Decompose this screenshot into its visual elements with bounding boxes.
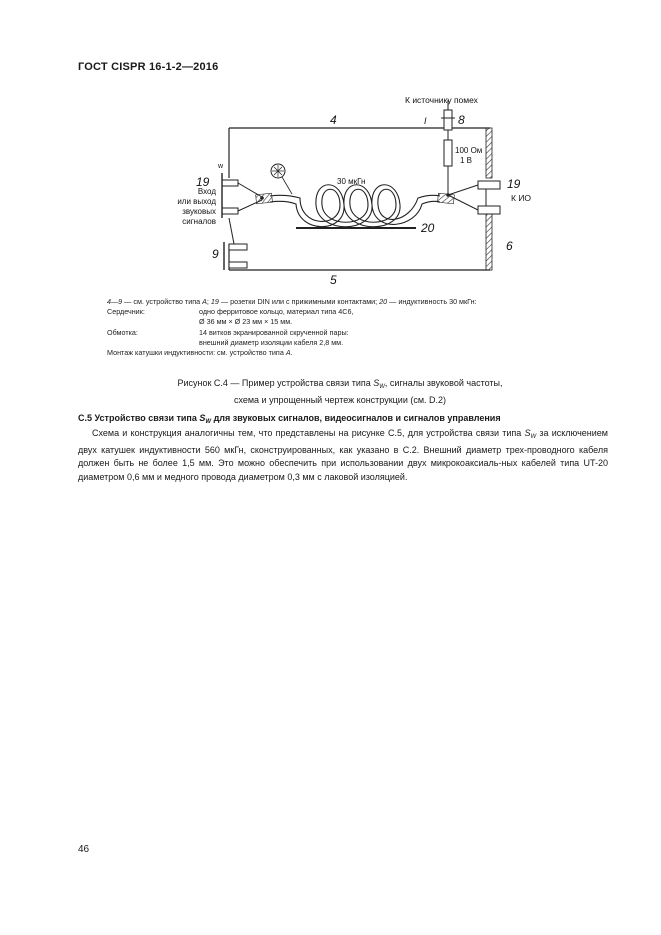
label-19-left: 19	[196, 175, 210, 189]
note-core: Сердечник: одно ферритовое кольцо, материал типа 4С6,	[107, 307, 354, 317]
label-6: 6	[506, 239, 513, 253]
label-io-4: сигналов	[182, 217, 216, 226]
label-w: w	[218, 163, 224, 170]
label-19-right: 19	[507, 177, 521, 191]
label-4: 4	[330, 113, 337, 127]
page-number: 46	[78, 844, 90, 855]
note-line-1: 4—9 — см. устройство типа A; 19 — розетки DIN или с прижимными контактами; 20 — индуктивность 30 мкГн:	[107, 297, 477, 306]
cable-sleeve-right	[438, 193, 455, 204]
label-5: 5	[330, 273, 337, 287]
feedthrough-8	[444, 110, 452, 130]
label-io-3: звуковых	[182, 207, 216, 216]
label-i: I	[424, 116, 427, 126]
note-winding: Обмотка: 14 витков экранированной скрученной пары:	[107, 327, 349, 337]
section-title: С.5 Устройство связи типа $S_W$ для звуковых сигналов, видеосигналов и сигналов управления	[78, 413, 501, 425]
label-resistor-1: 100 Ом	[455, 146, 483, 155]
resistor-100-ohm	[444, 140, 452, 166]
document-header: ГОСТ CISPR 16-1-2—2016	[78, 61, 219, 73]
enclosure-right-wall-lower	[486, 214, 492, 270]
enclosure-right-wall-upper	[486, 128, 492, 178]
figure-caption: Рисунок С.4 — Пример устройства связи типа $S_W$, сигналы звуковой частоты, схема и упрощенный чертеж конструкции (см. D.2)	[177, 378, 503, 405]
label-source: К источнику помех	[405, 95, 478, 105]
cable-sleeve-left	[256, 193, 273, 204]
figure-notes: 4—9 — см. устройство типа A; 19 — розетки DIN или с прижимными контактами; 20 — индуктивность 30 мкГн: Сердечник: одно ферритовое кольцо, материал типа 4С6, Ø 36 мм × Ø 23 мм × 15 мм. Обмотка: 14 витков экранированной скрученной пары: внешний диаметр изоляции кабеля 2,8 мм. Монтаж катушки индуктивности: см. устройство типа A.	[107, 297, 577, 358]
label-8: 8	[458, 113, 465, 127]
label-kio: К ИО	[511, 193, 532, 203]
label-io-2: или выход	[177, 197, 216, 206]
inductor-coil	[270, 185, 440, 227]
label-9: 9	[212, 247, 219, 261]
connector-9	[229, 244, 247, 250]
label-inductance: 30 мкГн	[337, 177, 366, 186]
label-io-1: Вход	[197, 187, 216, 196]
connector-19-right	[478, 181, 500, 189]
note-mount: Монтаж катушки индуктивности: см. устройство типа A.	[107, 348, 293, 358]
body-paragraph: Схема и конструкция аналогичны тем, что представлены на рисунке С.5, для устройства связи типа $S_W$ за исключением двух катушек индуктивности 560 мкГн, сконструированных, как указано в С.2. Внешний диаметр трех-проводного кабеля должен быть не более 1,5 мм. Это можно обеспечить при использовании двух микрокоаксиаль-ных кабелей типа UT-20 диаметром 0,6 мм и медного провода диаметром 0,3 мм с лаковой изоляцией.	[78, 428, 608, 482]
circuit-figure	[0, 80, 661, 295]
label-resistor-2: 1 В	[460, 156, 473, 165]
label-20: 20	[421, 221, 435, 235]
connector-19-left	[222, 180, 238, 186]
